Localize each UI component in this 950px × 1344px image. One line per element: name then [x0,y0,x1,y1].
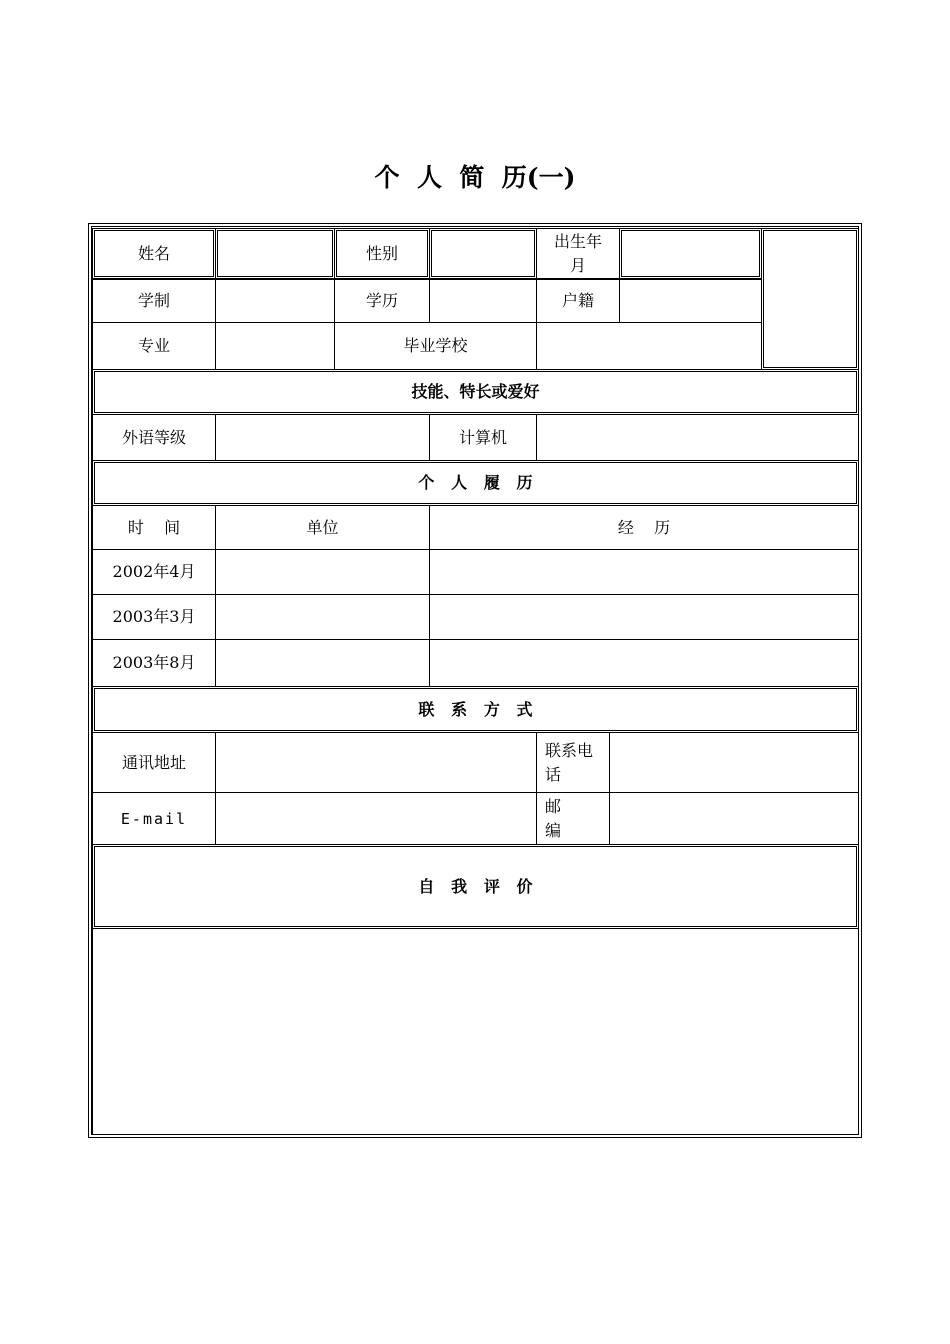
resume-row-experience[interactable] [429,594,859,640]
resume-row-time: 2003年8月 [92,639,216,687]
schooling-value[interactable] [215,279,335,323]
resume-row-time: 2003年3月 [92,594,216,640]
experience-column-header: 经 历 [429,505,859,550]
email-label: E-mail [92,792,216,845]
major-value[interactable] [215,322,335,370]
photo-box [761,228,859,370]
birth-value[interactable] [619,228,762,279]
name-value[interactable] [215,228,335,279]
language-label: 外语等级 [92,414,216,461]
skills-header: 技能、特长或爱好 [92,369,859,415]
resume-header: 个 人 履 历 [92,460,859,506]
gender-value[interactable] [429,228,537,279]
gender-label: 性别 [334,228,430,279]
address-label: 通讯地址 [92,732,216,793]
zip-value[interactable] [609,792,859,845]
phone-value[interactable] [609,732,859,793]
page-title: 个 人 简 历(一) [374,163,576,192]
email-value[interactable] [215,792,537,845]
resume-row-experience[interactable] [429,639,859,687]
unit-column-header: 单位 [215,505,430,550]
hukou-label: 户籍 [536,279,620,323]
schooling-label: 学制 [92,279,216,323]
self-evaluation-body[interactable] [92,928,859,1135]
school-label: 毕业学校 [334,322,537,370]
language-value[interactable] [215,414,430,461]
education-value[interactable] [429,279,537,323]
zip-label: 邮编 [536,792,610,845]
name-label: 姓名 [92,228,216,279]
time-column-header: 时 间 [92,505,216,550]
resume-row-unit[interactable] [215,594,430,640]
school-value[interactable] [536,322,762,370]
birth-label: 出生年月 [536,228,620,279]
resume-row-experience[interactable] [429,549,859,595]
contact-header: 联 系 方 式 [92,686,859,733]
major-label: 专业 [92,322,216,370]
self-evaluation-header: 自 我 评 价 [92,844,859,929]
resume-row-unit[interactable] [215,639,430,687]
resume-row-time: 2002年4月 [92,549,216,595]
hukou-value[interactable] [619,279,762,323]
resume-row-unit[interactable] [215,549,430,595]
education-label: 学历 [334,279,430,323]
computer-value[interactable] [536,414,859,461]
phone-label: 联系电话 [536,732,610,793]
address-value[interactable] [215,732,537,793]
computer-label: 计算机 [429,414,537,461]
